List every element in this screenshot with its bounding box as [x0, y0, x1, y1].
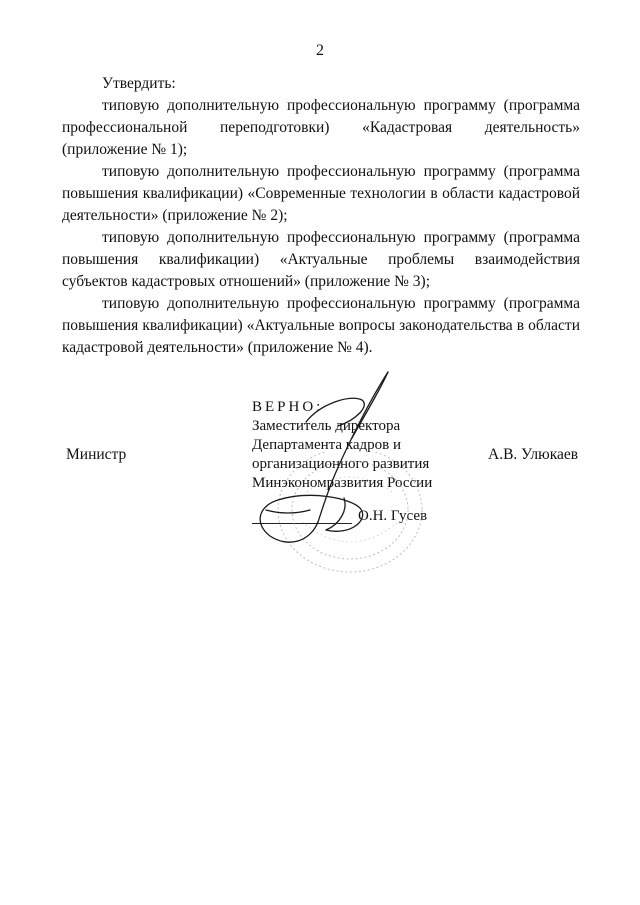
signature-line: [252, 509, 352, 524]
certification-line: Минэкономразвития России: [252, 475, 433, 491]
minister-title: Министр: [66, 446, 127, 463]
document-body: [62, 73, 580, 359]
certification-line: Департамента кадров и: [252, 437, 401, 453]
certification-title: ВЕРНО:: [252, 399, 324, 415]
intro-line: Утвердить:: [102, 75, 176, 92]
certification-block: [252, 398, 492, 493]
list-item: типовую дополнительную профессиональную программу (программа повышения квалификации) «Актуальные проблемы взаимодействия субъектов кадастровых отношений» (приложение № 3);: [62, 229, 580, 290]
minister-name: А.В. Улюкаев: [488, 446, 579, 463]
list-item: типовую дополнительную профессиональную программу (программа повышения квалификации) «Актуальные вопросы законодательства в области кадастровой деятельности» (приложение № 4).: [62, 295, 580, 356]
signer-name: О.Н. Гусев: [358, 508, 428, 524]
list-item: типовую дополнительную профессиональную программу (программа повышения квалификации) «Современные технологии в области кадастровой деятельности» (приложение № 2);: [62, 163, 580, 224]
certification-line: организационного развития: [252, 456, 430, 472]
certification-line: Заместитель директора: [252, 418, 401, 434]
page-number: 2: [316, 42, 324, 59]
list-item: типовую дополнительную профессиональную программу (программа профессиональной переподготовки) «Кадастровая деятельность» (приложение № 1);: [62, 97, 580, 158]
